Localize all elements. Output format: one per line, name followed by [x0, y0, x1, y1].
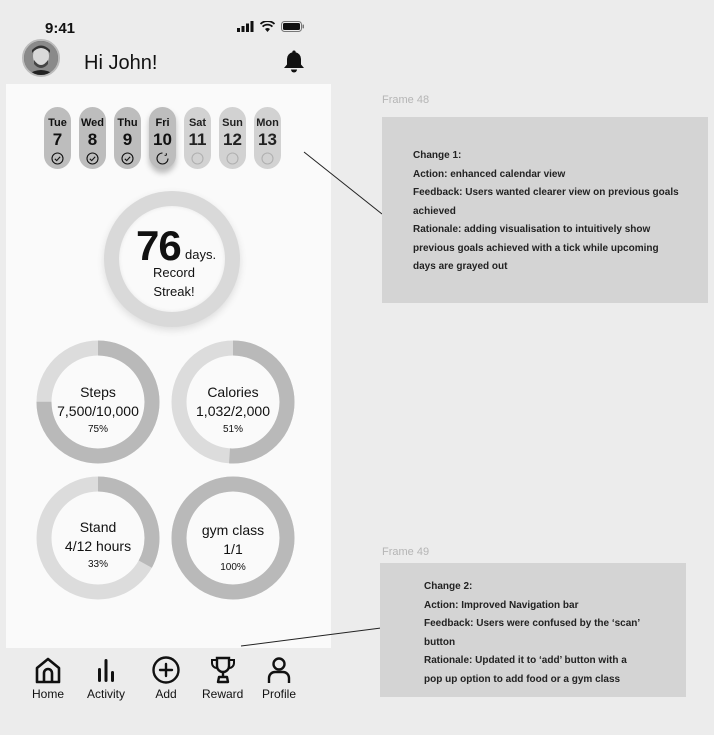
- trophy-icon: [209, 656, 237, 684]
- day-name: Tue: [48, 117, 67, 129]
- nav-label: Add: [155, 687, 177, 701]
- metric-title: Stand: [79, 519, 117, 535]
- metric-title: Steps: [80, 384, 116, 400]
- day-name: Mon: [256, 117, 279, 129]
- day-name: Fri: [155, 117, 170, 129]
- note-line: Change 1:: [413, 150, 462, 161]
- nav-label: Home: [32, 687, 65, 701]
- note-line: Rationale: adding visualisation to intuitively show: [413, 224, 651, 235]
- nav-label: Reward: [202, 687, 244, 701]
- streak-label-line1: Record: [153, 265, 195, 280]
- nav-add[interactable]: [151, 656, 181, 701]
- note-line: Change 2:: [424, 581, 473, 592]
- note-line: pop up option to add food or a gym class: [424, 673, 621, 685]
- check-circle-icon: [121, 152, 134, 165]
- frame-label: Frame 49: [382, 546, 430, 558]
- progress-ring: [171, 340, 295, 464]
- header: [6, 4, 331, 84]
- nav-profile[interactable]: [262, 656, 296, 701]
- day-name: Wed: [80, 117, 105, 129]
- note-line: Rationale: Updated it to ‘add’ button with a: [424, 655, 627, 666]
- day-name: Sun: [222, 117, 243, 129]
- metric-title: gym class: [201, 522, 265, 538]
- metric-ring-steps[interactable]: [36, 340, 160, 464]
- calendar-day[interactable]: [254, 107, 281, 169]
- day-date: 12: [223, 130, 242, 149]
- note-line: button: [424, 636, 456, 648]
- metric-percent: 33%: [87, 559, 108, 570]
- streak-value: 76: [136, 222, 181, 269]
- day-date: 10: [153, 130, 172, 149]
- day-name: Sat: [188, 117, 207, 129]
- metric-percent: 100%: [220, 562, 246, 573]
- metric-value: 1,032/2,000: [196, 403, 270, 419]
- note-line: Action: Improved Navigation bar: [424, 599, 579, 611]
- nav-reward[interactable]: [202, 656, 243, 701]
- check-circle-icon: [86, 152, 99, 165]
- streak-label-line2: Streak!: [153, 284, 195, 299]
- note-line: days are grayed out: [413, 261, 508, 272]
- nav-label: Profile: [262, 687, 297, 701]
- notification-bell-icon[interactable]: [283, 49, 305, 78]
- progress-ring: [36, 340, 160, 464]
- bar-chart-icon: [92, 656, 120, 684]
- note-line: Action: enhanced calendar view: [413, 168, 566, 180]
- avatar[interactable]: [22, 39, 60, 77]
- empty-circle-icon: [261, 152, 274, 165]
- note-line: Feedback: Users wanted clearer view on previous goals: [413, 187, 679, 198]
- day-date: 11: [188, 130, 207, 149]
- plus-circle-icon: [151, 656, 181, 684]
- empty-circle-icon: [226, 152, 239, 165]
- day-name: Thu: [117, 117, 138, 129]
- nav-home[interactable]: [32, 656, 64, 701]
- progress-ring: [171, 476, 295, 600]
- annotation-note-change-2: [380, 563, 686, 697]
- metric-percent: 51%: [222, 424, 243, 435]
- metric-percent: 75%: [87, 424, 108, 435]
- calendar-day[interactable]: [184, 107, 211, 169]
- calendar-day[interactable]: [44, 107, 71, 169]
- calendar-day-today[interactable]: [149, 107, 176, 169]
- note-line: Feedback: Users were confused by the ‘scan’: [424, 618, 641, 629]
- streak-unit: days.: [185, 247, 217, 262]
- nav-label: Activity: [87, 687, 126, 701]
- phone-screen: [6, 4, 331, 718]
- home-icon: [34, 656, 62, 684]
- note-line: previous goals achieved with a tick while upcoming: [413, 242, 659, 254]
- metric-value: 4/12 hours: [64, 538, 132, 554]
- user-icon: [265, 656, 293, 684]
- empty-circle-icon: [191, 152, 204, 165]
- status-time: 9:41: [45, 20, 76, 37]
- in-progress-icon: [156, 152, 169, 165]
- day-date: 13: [258, 130, 277, 149]
- calendar-day[interactable]: [79, 107, 106, 169]
- metric-ring-stand[interactable]: [36, 476, 160, 600]
- calendar-day[interactable]: [114, 107, 141, 169]
- wifi-icon: [260, 21, 275, 32]
- metric-ring-gym-class[interactable]: [171, 476, 295, 600]
- status-icons: [237, 21, 305, 32]
- avatar-face-icon: [24, 41, 58, 75]
- metric-title: Calories: [207, 384, 259, 400]
- frame-label: Frame 48: [382, 94, 430, 106]
- day-date: 8: [87, 130, 98, 149]
- note-line: achieved: [413, 205, 456, 217]
- calendar-day[interactable]: [219, 107, 246, 169]
- day-date: 7: [52, 130, 63, 149]
- annotation-note-change-1: [382, 117, 708, 303]
- battery-icon: [281, 21, 305, 32]
- nav-activity[interactable]: [87, 656, 125, 701]
- signal-icon: [237, 21, 254, 32]
- metric-value: 7,500/10,000: [57, 403, 139, 419]
- day-date: 9: [122, 130, 133, 149]
- greeting: Hi John!: [84, 52, 158, 74]
- metric-value: 1/1: [223, 541, 243, 557]
- metric-ring-calories[interactable]: [171, 340, 295, 464]
- calendar-strip: [44, 107, 281, 169]
- bottom-nav-bar: [6, 648, 331, 718]
- check-circle-icon: [51, 152, 64, 165]
